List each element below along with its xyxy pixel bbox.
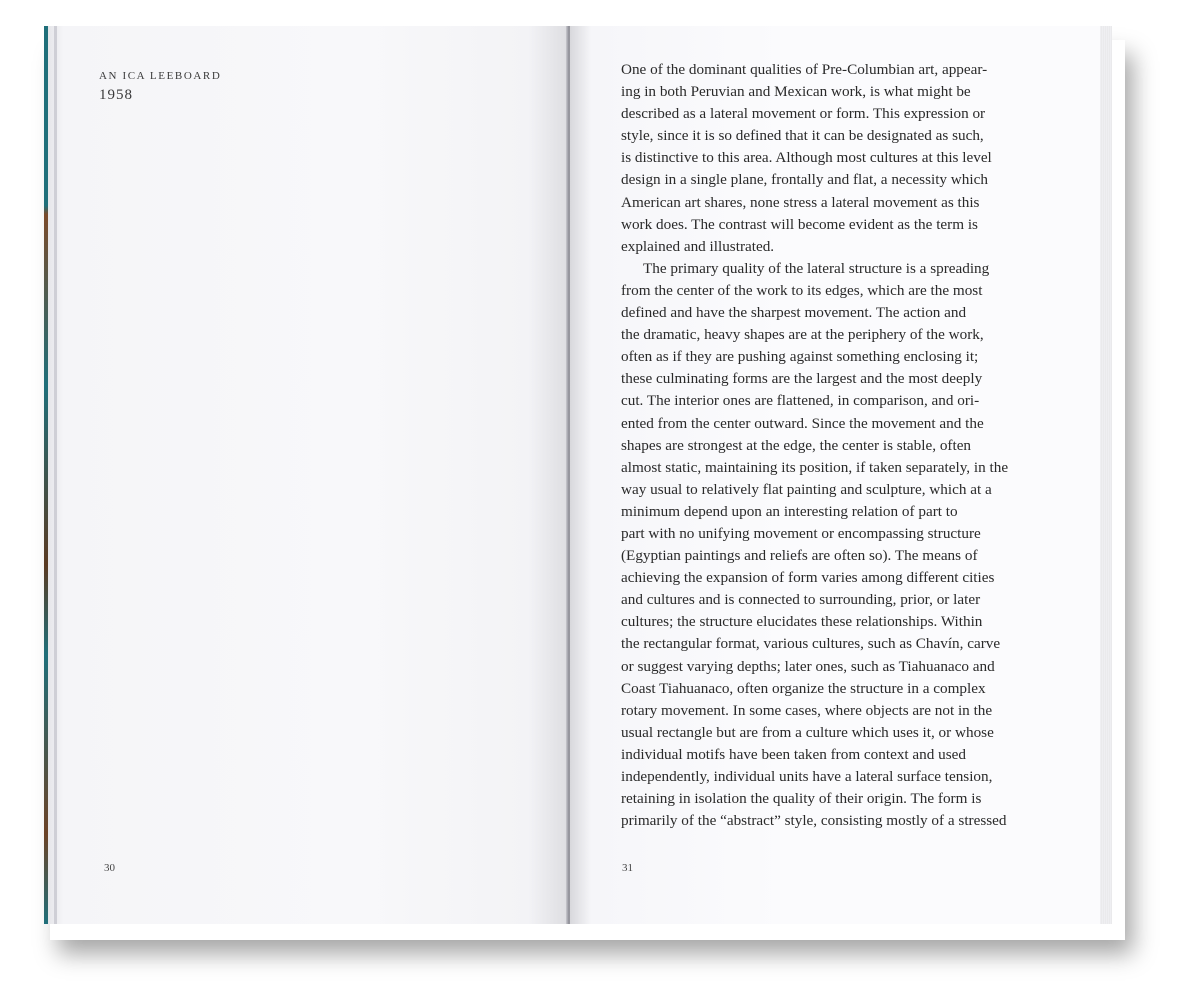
running-head: AN ICA LEEBOARD bbox=[99, 70, 222, 82]
page-number-left: 30 bbox=[104, 862, 115, 874]
running-head-year: 1958 bbox=[99, 87, 133, 103]
text-line: minimum depend upon an interesting relation of part to bbox=[621, 502, 958, 520]
text-line: primarily of the “abstract” style, consisting mostly of a stressed bbox=[621, 812, 1007, 830]
text-line: from the center of the work to its edges, which are the most bbox=[621, 281, 983, 299]
text-line: described as a lateral movement or form. This expression or bbox=[621, 105, 986, 123]
text-line: ing in both Peruvian and Mexican work, is what might be bbox=[621, 83, 971, 101]
body-text bbox=[621, 59, 1041, 832]
text-line: ented from the center outward. Since the movement and the bbox=[621, 414, 984, 432]
text-line: Coast Tiahuanaco, often organize the structure in a complex bbox=[621, 679, 986, 697]
text-line: independently, individual units have a lateral surface tension, bbox=[621, 768, 993, 785]
paragraph bbox=[621, 59, 1041, 258]
open-book bbox=[44, 26, 1112, 924]
text-line: (Egyptian paintings and reliefs are often so). The means of bbox=[621, 547, 978, 565]
text-line: and cultures and is connected to surrounding, prior, or later bbox=[621, 591, 981, 609]
page-number-right: 31 bbox=[622, 862, 633, 874]
text-line: work does. The contrast will become evident as the term is bbox=[621, 215, 978, 233]
text-line: rotary movement. In some cases, where objects are not in the bbox=[621, 701, 993, 719]
text-line: style, since it is so defined that it can be designated as such, bbox=[621, 127, 984, 145]
text-line: retaining in isolation the quality of their origin. The form is bbox=[621, 790, 982, 808]
page-stack-edge bbox=[1100, 26, 1112, 924]
text-line: cut. The interior ones are flattened, in comparison, and ori- bbox=[621, 392, 980, 410]
text-line: often as if they are pushing against something enclosing it; bbox=[621, 348, 979, 366]
left-page bbox=[48, 26, 570, 924]
text-line: individual motifs have been taken from context and used bbox=[621, 745, 966, 763]
text-line: achieving the expansion of form varies among different cities bbox=[621, 569, 995, 587]
text-line: almost static, maintaining its position, if taken separately, in the bbox=[621, 458, 1009, 476]
text-line: One of the dominant qualities of Pre-Columbian art, appear- bbox=[621, 61, 988, 78]
text-line: the dramatic, heavy shapes are at the periphery of the work, bbox=[621, 326, 984, 344]
text-line: part with no unifying movement or encompassing structure bbox=[621, 524, 981, 542]
text-line: these culminating forms are the largest and the most deeply bbox=[621, 370, 983, 388]
text-line: American art shares, none stress a lateral movement as this bbox=[621, 193, 980, 211]
text-line: is distinctive to this area. Although most cultures at this level bbox=[621, 149, 992, 167]
text-line: design in a single plane, frontally and flat, a necessity which bbox=[621, 171, 988, 189]
paragraph bbox=[621, 258, 1041, 832]
text-line: The primary quality of the lateral structure is a spreading bbox=[643, 259, 990, 277]
text-line: or suggest varying depths; later ones, such as Tiahuanaco and bbox=[621, 657, 995, 675]
text-line: explained and illustrated. bbox=[621, 237, 775, 255]
text-line: usual rectangle but are from a culture which uses it, or whose bbox=[621, 723, 994, 741]
text-line: the rectangular format, various cultures, such as Chavín, carve bbox=[621, 635, 1001, 653]
page-edge bbox=[54, 26, 57, 924]
text-line: cultures; the structure elucidates these relationships. Within bbox=[621, 613, 983, 631]
text-line: shapes are strongest at the edge, the center is stable, often bbox=[621, 436, 972, 454]
text-line: way usual to relatively flat painting and sculpture, which at a bbox=[621, 480, 992, 498]
text-line: defined and have the sharpest movement. The action and bbox=[621, 304, 967, 322]
